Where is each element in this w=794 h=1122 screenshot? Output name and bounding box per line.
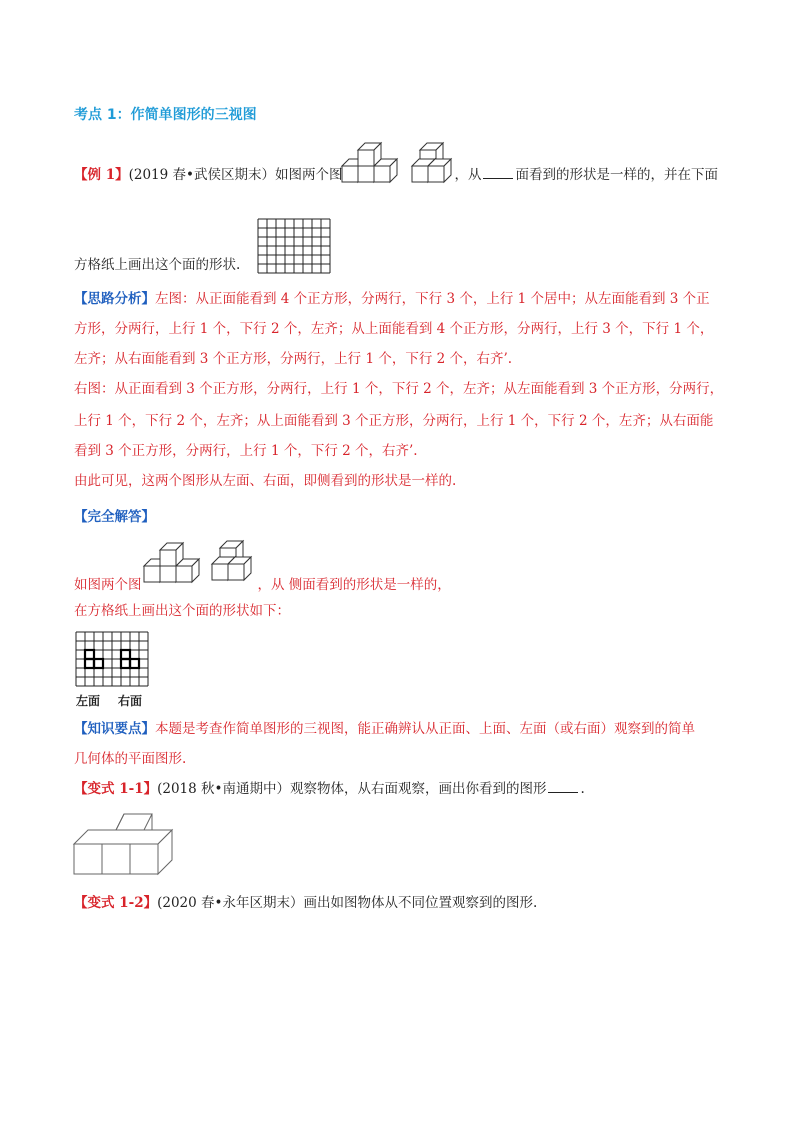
analysis-line-6: 看到 3 个正方形，分两行，上行 1 个，下行 2 个，右齐’. (74, 443, 418, 459)
answer-text-a: 如图两个图 (74, 577, 142, 593)
knowledge-text-1: 本题是考查作简单图形的三视图，能正确辨认从正面、上面、左面（或右面）观察到的简单 (155, 721, 695, 737)
knowledge-line-1 (74, 714, 695, 744)
prism-face (102, 844, 130, 874)
example-source: (2019 春•武侯区期末） (128, 167, 275, 183)
caption-right-face: 右面 (118, 694, 143, 708)
prism-face (74, 844, 102, 874)
variant-1-source: (2018 秋•南通期中） (157, 781, 290, 797)
cube-figure-right (410, 140, 466, 186)
analysis-line-4: 右图：从正面看到 3 个正方形，分两行，上行 1 个，下行 2 个，左齐；从左面能看到 3 个正方形，分两行， (74, 381, 724, 397)
analysis-tag: 【思路分析】 (74, 291, 155, 307)
shaded-cell (121, 650, 130, 659)
shaded-cell (85, 659, 94, 668)
cube-figure-left (340, 140, 408, 186)
cube-shape (358, 143, 381, 166)
prism-top (74, 830, 172, 844)
variant-2-source: (2020 春•永年区期末） (157, 895, 304, 911)
analysis-line-5: 上行 1 个，下行 2 个，左齐；从上面能看到 3 个正方形，分两行，上行 1 个，下行 2 个，左齐；从右面能 (74, 413, 714, 429)
variant-2-line (74, 888, 537, 918)
caption-left-face: 左面 (76, 694, 101, 708)
shaded-cell (85, 650, 94, 659)
analysis-line-2: 方形，分两行，上行 1 个，下行 2 个，左齐；从上面能看到 4 个正方形，分两行，上行 3 个，下行 1 个， (74, 321, 714, 337)
example-text-c: 面看到的形状是一样的，并在下面 (515, 167, 718, 183)
answer-blank[interactable] (483, 166, 513, 179)
variant-1-figure (74, 816, 164, 876)
variant-2-text: 画出如图物体从不同位置观察到的图形. (303, 895, 538, 911)
analysis-text-0: 左图：从正面能看到 4 个正方形，分两行，下行 3 个，上行 1 个居中；从左面能看到 3 个正 (155, 291, 710, 307)
example-text-a: 如图两个图 (274, 167, 343, 183)
variant-1-tag: 【变式 1-1】 (74, 781, 158, 797)
shaded-cell (130, 659, 139, 668)
shaded-cell (121, 659, 130, 668)
example-line-2: 方格纸上画出这个面的形状. (74, 257, 241, 273)
answer-grid (76, 632, 152, 708)
knowledge-line-2: 几何体的平面图形. (74, 751, 187, 767)
variant-1-line (74, 774, 585, 804)
knowledge-tag: 【知识要点】 (74, 721, 155, 737)
example-tag: 【例 1】 (74, 167, 129, 183)
analysis-line-7: 由此可见，这两个图形从左面、右面，即侧看到的形状是一样的. (74, 473, 457, 489)
answer-tag: 【完全解答】 (74, 509, 155, 525)
blank-grid (258, 219, 332, 271)
cube-shape (428, 159, 451, 182)
answer-line-2: 在方格纸上画出这个面的形状如下： (74, 603, 290, 619)
section-heading: 考点 1：作简单图形的三视图 (74, 107, 257, 123)
cube-shape (160, 543, 183, 566)
variant-2-tag: 【变式 1-2】 (74, 895, 158, 911)
variant-1-text: 观察物体，从右面观察，画出你看到的图形 (289, 781, 547, 797)
answer-text-b: ，从 侧面看到的形状是一样的， (257, 577, 451, 593)
prism-face (130, 844, 158, 874)
prism-raised-top (116, 814, 152, 830)
shaded-cell (94, 659, 103, 668)
example-text-b: ，从 (454, 167, 482, 183)
analysis-line-3: 左齐；从右面能看到 3 个正方形，分两行，上行 1 个，下行 2 个，右齐’. (74, 351, 513, 367)
variant-1-blank[interactable] (548, 780, 578, 793)
variant-1-end: . (580, 781, 585, 797)
analysis-line-1 (74, 284, 710, 314)
